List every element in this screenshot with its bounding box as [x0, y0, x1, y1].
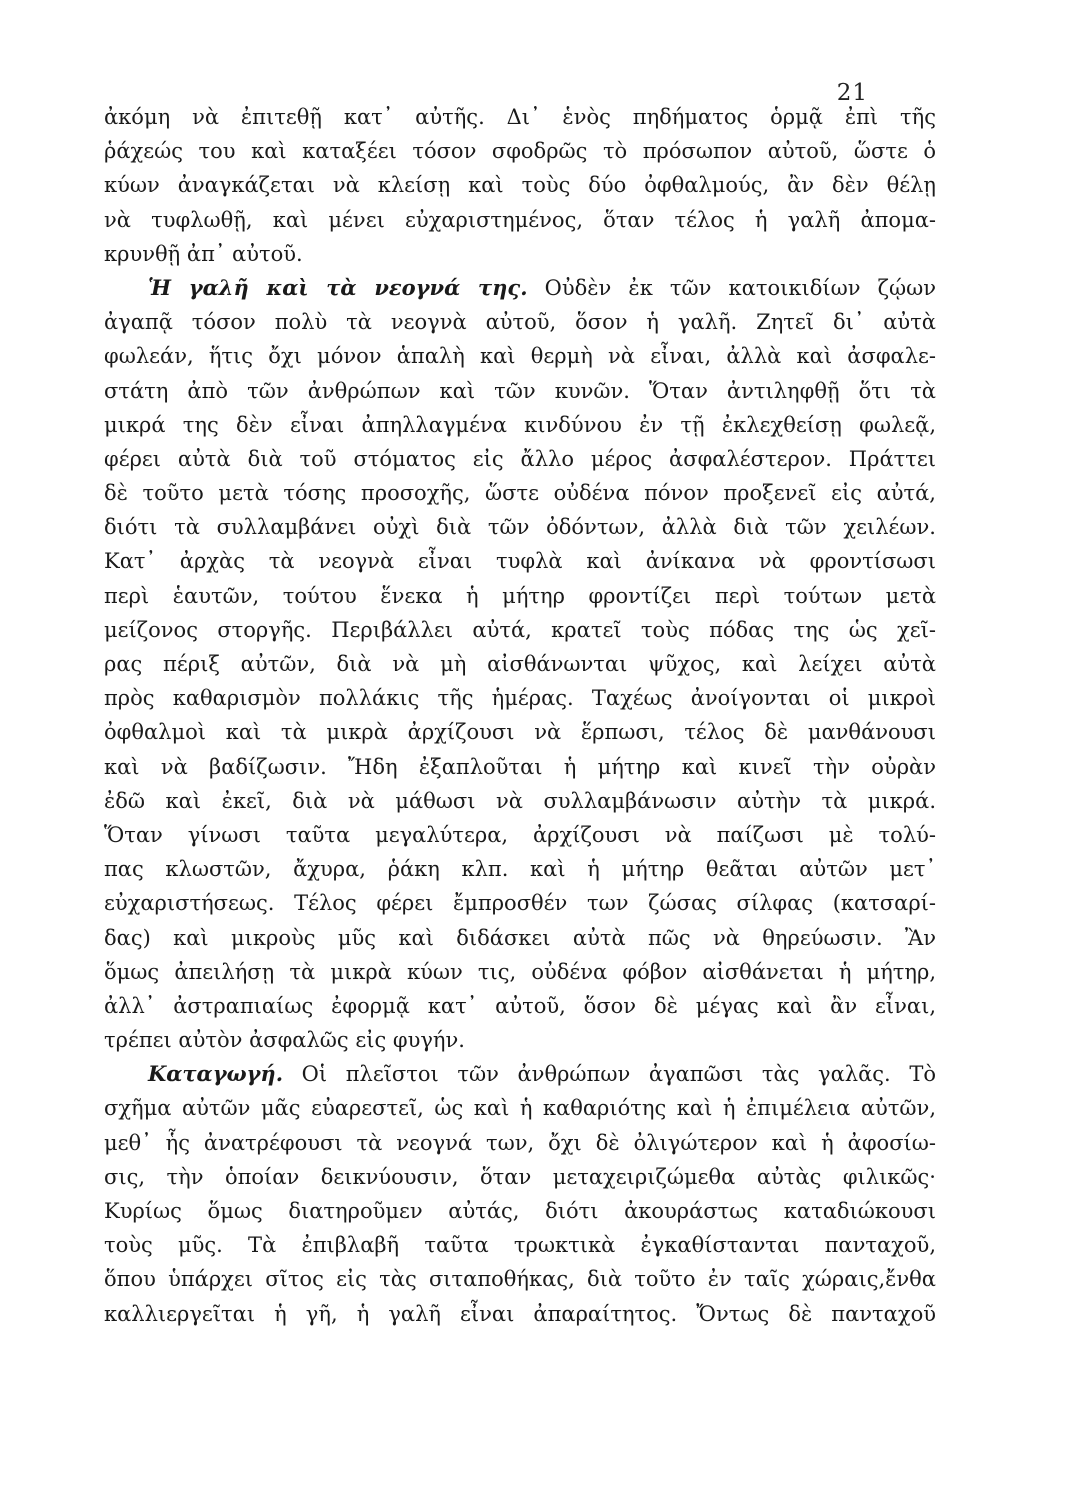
text-line: σις, τὴν ὁποίαν δεικνύουσιν, ὅταν μεταχειριζώμεθα αὐτὰς φιλικῶς· — [104, 1164, 936, 1189]
text-line: ἀκόμη νὰ ἐπιτεθῇ κατ᾿ αὐτῆς. Δι᾿ ἑνὸς πηδήματος ὁρμᾷ ἐπὶ τῆς — [104, 105, 936, 129]
text-line: μείζονος στοργῆς. Περιβάλλει αὐτά, κρατεῖ τοὺς πόδας της ὡς χεῖ- — [104, 617, 936, 642]
text-line: νὰ τυφλωθῇ, καὶ μένει εὐχαριστημένος, ὅταν τέλος ἡ γαλῆ ἀπομα- — [104, 207, 936, 232]
section-first-line-text: Οἱ πλεῖστοι τῶν ἀνθρώπων ἀγαπῶσι τὰς γαλᾶς. Τὸ — [301, 1062, 936, 1087]
text-line: καὶ νὰ βαδίζωσιν. Ἤδη ἐξαπλοῦται ἡ μήτηρ καὶ κινεῖ τὴν οὐρὰν — [104, 754, 936, 779]
section-heading: Ἡ γαλῆ καὶ τὰ νεογνά της. — [148, 274, 528, 300]
text-line: ὅπου ὑπάρχει σῖτος εἰς τὰς σιταποθήκας, διὰ τοῦτο ἐν ταῖς χώραις,ἔνθα — [104, 1267, 936, 1292]
text-line: εὐχαριστήσεως. Τέλος φέρει ἔμπροσθέν των ζώσας σίλφας (κατσαρί- — [104, 891, 936, 916]
text-line: ἀγαπᾷ τόσον πολὺ τὰ νεογνὰ αὐτοῦ, ὅσον ἡ γαλῆ. Ζητεῖ δι᾿ αὐτὰ — [104, 310, 936, 335]
text-line: πρὸς καθαρισμὸν πολλάκις τῆς ἡμέρας. Ταχέως ἀνοίγονται οἱ μικροὶ — [104, 686, 936, 711]
text-line: φέρει αὐτὰ διὰ τοῦ στόματος εἰς ἄλλο μέρος ἀσφαλέστερον. Πράττει — [104, 446, 936, 471]
text-line: ρας πέριξ αὐτῶν, διὰ νὰ μὴ αἰσθάνωνται ψῦχος, καὶ λείχει αὐτὰ — [104, 652, 936, 676]
text-line: ἀλλ᾿ ἀστραπιαίως ἐφορμᾷ κατ᾿ αὐτοῦ, ὅσον δὲ μέγας καὶ ἂν εἶναι, — [104, 993, 936, 1018]
page-number: 21 — [836, 80, 868, 106]
text-line: ὅμως ἀπειλήσῃ τὰ μικρὰ κύων τις, οὐδένα φόβον αἰσθάνεται ἡ μήτηρ, — [104, 959, 936, 984]
text-line: δὲ τοῦτο μετὰ τόσης προσοχῆς, ὥστε οὐδένα πόνον προξενεῖ εἰς αὐτά, — [104, 481, 936, 506]
text-line: διότι τὰ συλλαμβάνει οὐχὶ διὰ τῶν ὀδόντων, ἀλλὰ διὰ τῶν χειλέων. — [104, 515, 936, 540]
section-heading: Καταγωγή. — [148, 1061, 284, 1087]
body-text — [104, 100, 936, 1331]
text-line: δας) καὶ μικροὺς μῦς καὶ διδάσκει αὐτὰ πῶς νὰ θηρεύωσιν. Ἂν — [104, 925, 936, 950]
text-line: ὀφθαλμοὶ καὶ τὰ μικρὰ ἀρχίζουσι νὰ ἕρπωσι, τέλος δὲ μανθάνουσι — [104, 720, 936, 745]
section-first-line-text: Οὐδὲν ἐκ τῶν κατοικιδίων ζῴων — [544, 275, 936, 300]
text-line: μεθ᾿ ἧς ἀνατρέφουσι τὰ νεογνά των, ὄχι δὲ ὀλιγώτερον καὶ ἡ ἀφοσίω- — [104, 1130, 936, 1155]
text-line: φωλεάν, ἥτις ὄχι μόνον ἁπαλὴ καὶ θερμὴ νὰ εἶναι, ἀλλὰ καὶ ἀσφαλε- — [104, 344, 936, 369]
text-line: σχῆμα αὐτῶν μᾶς εὐαρεστεῖ, ὡς καὶ ἡ καθαριότης καὶ ἡ ἐπιμέλεια αὐτῶν, — [104, 1096, 936, 1121]
text-line: καλλιεργεῖται ἡ γῆ, ἡ γαλῆ εἶναι ἀπαραίτητος. Ὄντως δὲ πανταχοῦ — [104, 1301, 936, 1326]
text-line: ἐδῶ καὶ ἐκεῖ, διὰ νὰ μάθωσι νὰ συλλαμβάνωσιν αὐτὴν τὰ μικρά. — [104, 788, 936, 813]
text-line: στάτη ἀπὸ τῶν ἀνθρώπων καὶ τῶν κυνῶν. Ὅταν ἀντιληφθῇ ὅτι τὰ — [104, 378, 936, 403]
text-line: Κυρίως ὅμως διατηροῦμεν αὐτάς, διότι ἀκουράστως καταδιώκουσι — [104, 1199, 936, 1223]
text-line: Κατ᾿ ἀρχὰς τὰ νεογνὰ εἶναι τυφλὰ καὶ ἀνίκανα νὰ φροντίσωσι — [104, 549, 936, 574]
section-first-line — [104, 271, 936, 305]
text-line: κύων ἀναγκάζεται νὰ κλείσῃ καὶ τοὺς δύο ὀφθαλμούς, ἂν δὲν θέλῃ — [104, 173, 936, 198]
text-line: μικρά της δὲν εἶναι ἀπηλλαγμένα κινδύνου ἐν τῇ ἐκλεχθείσῃ φωλεᾷ, — [104, 412, 936, 437]
text-line: περὶ ἑαυτῶν, τούτου ἕνεκα ἡ μήτηρ φροντίζει περὶ τούτων μετὰ — [104, 583, 936, 608]
text-line: Ὅταν γίνωσι ταῦτα μεγαλύτερα, ἀρχίζουσι νὰ παίζωσι μὲ τολύ- — [104, 822, 936, 847]
text-line: κρυνθῇ ἀπ᾿ αὐτοῦ. — [104, 241, 303, 266]
text-line: τοὺς μῦς. Τὰ ἐπιβλαβῆ ταῦτα τρωκτικὰ ἐγκαθίστανται πανταχοῦ, — [104, 1233, 936, 1258]
text-line: τρέπει αὐτὸν ἀσφαλῶς εἰς φυγήν. — [104, 1028, 465, 1053]
text-line: ῥάχεώς του καὶ καταξέει τόσον σφοδρῶς τὸ πρόσωπον αὐτοῦ, ὥστε ὁ — [104, 139, 936, 164]
text-line: πας κλωστῶν, ἄχυρα, ῥάκη κλπ. καὶ ἡ μήτηρ θεᾶται αὐτῶν μετ᾿ — [104, 857, 936, 882]
section-first-line — [104, 1057, 936, 1091]
